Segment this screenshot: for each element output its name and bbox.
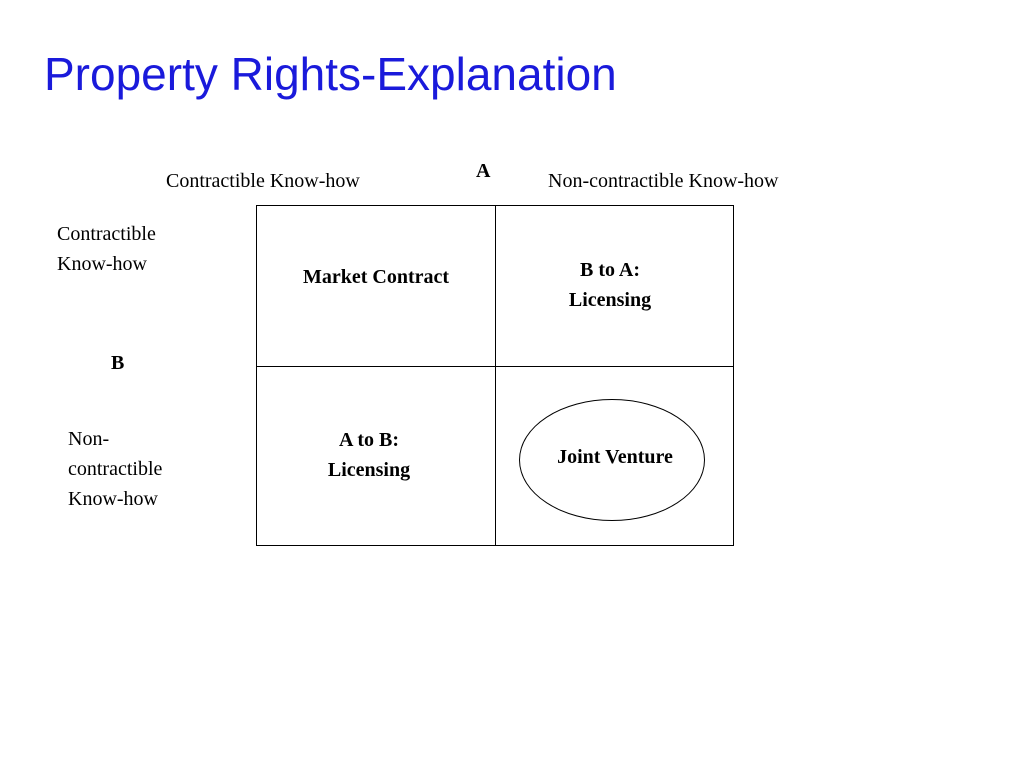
- cell-a-to-b-licensing: A to B: Licensing: [327, 429, 411, 481]
- cell-b-to-a-licensing: B to A: Licensing: [568, 259, 652, 311]
- column-header-contractible: Contractible Know-how: [166, 170, 360, 192]
- row-header-non-contractible: Non-contractible Know-how: [68, 428, 163, 510]
- cell-joint-venture: Joint Venture: [557, 446, 673, 468]
- matrix-horizontal-divider: [256, 366, 734, 367]
- slide-title: Property Rights-Explanation: [44, 48, 617, 100]
- cell-market-contract: Market Contract: [302, 266, 450, 288]
- axis-label-b: B: [111, 352, 125, 374]
- axis-label-a: A: [476, 160, 491, 182]
- row-header-contractible: Contractible Know-how: [57, 223, 156, 275]
- column-header-non-contractible: Non-contractible Know-how: [548, 170, 779, 192]
